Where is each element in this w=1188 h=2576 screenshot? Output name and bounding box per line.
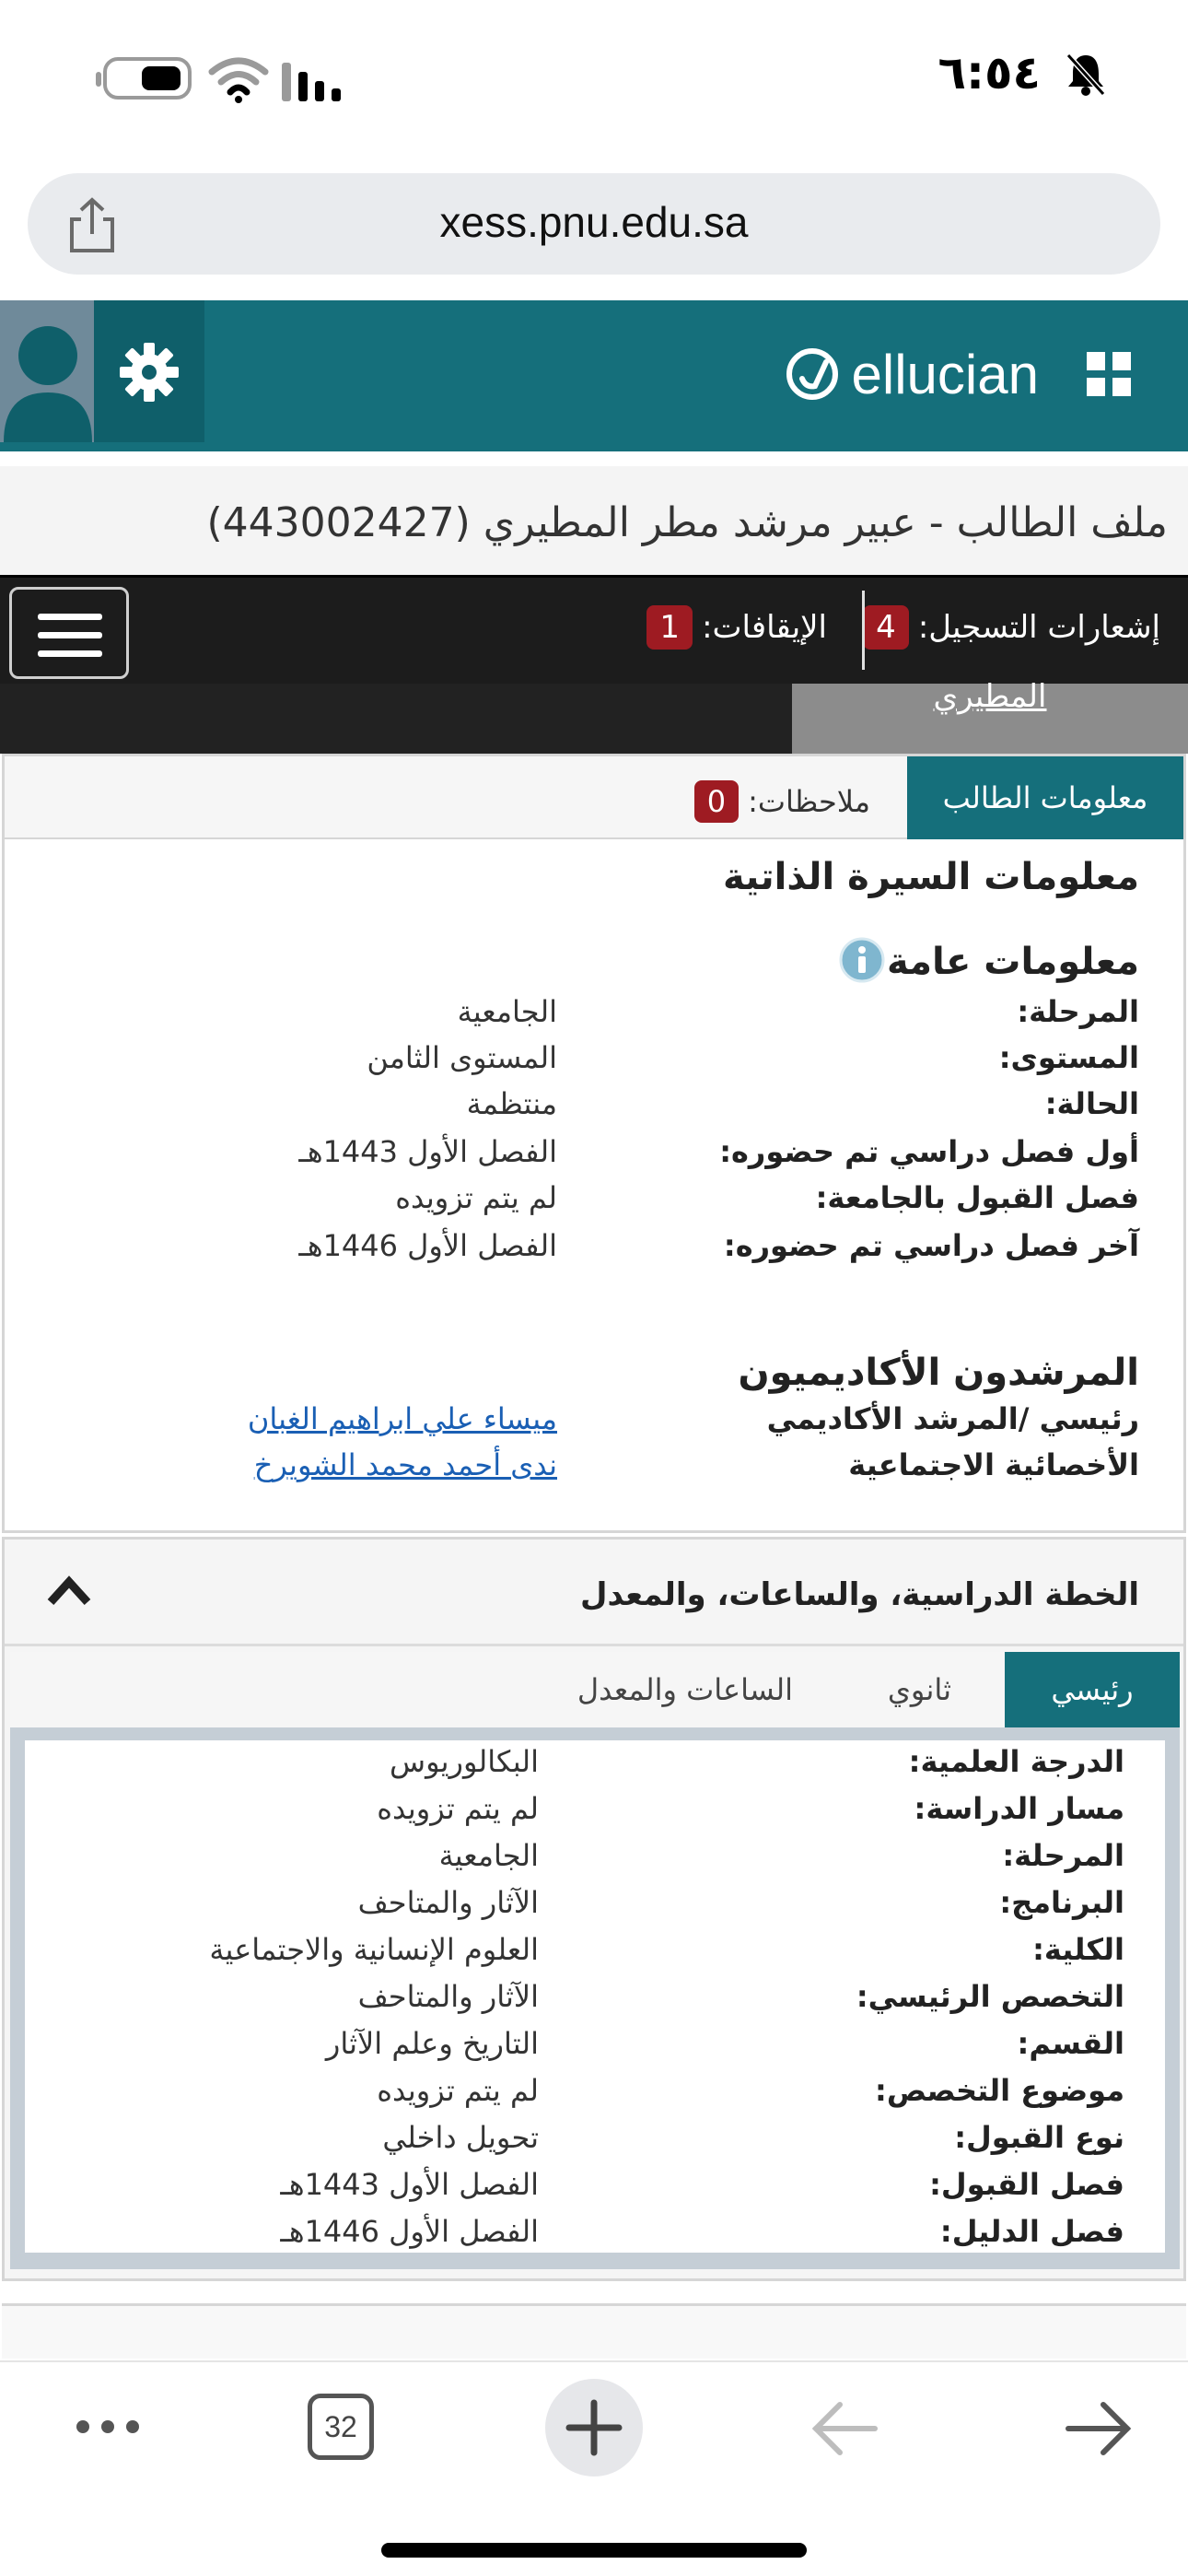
plan-label: القسم: <box>1017 2026 1124 2061</box>
divider <box>862 591 865 670</box>
tab-primary[interactable]: رئيسي <box>1005 1652 1180 1727</box>
general-value: منتظمة <box>466 1086 557 1121</box>
tabs-button[interactable]: 32 <box>308 2394 374 2460</box>
general-label: آخر فصل دراسي تم حضوره: <box>723 1228 1139 1263</box>
plan-value: البكالوريوس <box>390 1744 539 1779</box>
general-value: الفصل الأول 1446هـ <box>298 1228 557 1263</box>
study-plan-title: الخطة الدراسية، والساعات، والمعدل <box>580 1576 1139 1613</box>
general-label: الحالة: <box>1044 1086 1139 1121</box>
plan-label: البرنامج: <box>999 1885 1124 1920</box>
study-plan-panel <box>10 1727 1180 2269</box>
general-label: المرحلة: <box>1017 994 1139 1029</box>
advisor-link[interactable]: ندى أحمد محمد الشويرخ <box>253 1447 557 1482</box>
page-title: ملف الطالب - عبير مرشد مطر المطيري (443002427) <box>206 499 1168 546</box>
plan-label: التخصص الرئيسي: <box>856 1979 1124 2014</box>
plan-value: التاريخ وعلم الآثار <box>325 2026 539 2061</box>
holds-count-badge: 1 <box>646 605 693 650</box>
registration-count-badge: 4 <box>863 605 909 650</box>
student-name-link[interactable]: المطيري <box>933 678 1047 715</box>
general-info-heading: معلومات عامة <box>886 941 1139 983</box>
more-icon[interactable] <box>76 2419 140 2434</box>
plan-label: الكلية: <box>1032 1932 1124 1967</box>
ellucian-logo-icon <box>786 347 839 401</box>
hamburger-icon <box>38 614 102 620</box>
advisor-link[interactable]: ميساء علي ابراهيم الغبان <box>247 1401 557 1436</box>
back-arrow-icon[interactable] <box>810 2401 879 2456</box>
settings-button[interactable] <box>94 300 204 442</box>
menu-button[interactable] <box>9 587 129 679</box>
plan-value: الفصل الأول 1446هـ <box>280 2214 539 2249</box>
plus-icon <box>545 2379 643 2476</box>
plan-label: مسار الدراسة: <box>914 1791 1124 1826</box>
plan-label: نوع القبول: <box>954 2120 1124 2155</box>
plan-value: الفصل الأول 1443هـ <box>280 2167 539 2202</box>
cellular-signal-icon <box>282 59 346 101</box>
ellucian-logo <box>786 337 1039 411</box>
plan-value: العلوم الإنسانية والاجتماعية <box>209 1932 539 1967</box>
chevron-up-icon[interactable] <box>47 1573 91 1610</box>
study-plan-card <box>2 1537 1186 2281</box>
app-header <box>0 300 1188 451</box>
plan-label: فصل الدليل: <box>939 2214 1124 2249</box>
student-name-tab[interactable] <box>792 678 1188 754</box>
tab-hours-gpa[interactable]: الساعات والمعدل <box>577 1672 793 1707</box>
forward-arrow-icon[interactable] <box>1065 2401 1133 2456</box>
plan-value: الآثار والمتاحف <box>357 1885 539 1920</box>
general-label: فصل القبول بالجامعة: <box>815 1180 1139 1215</box>
general-value: الجامعية <box>457 994 557 1029</box>
silenced-bell-icon <box>1065 52 1107 98</box>
next-card-edge <box>2 2303 1186 2359</box>
registration-notices[interactable] <box>863 605 1160 650</box>
user-avatar-icon <box>0 300 94 442</box>
browser-toolbar <box>0 2360 1188 2576</box>
general-label: أول فصل دراسي تم حضوره: <box>719 1134 1139 1169</box>
general-label: المستوى: <box>998 1040 1139 1075</box>
url-text[interactable]: xess.pnu.edu.sa <box>439 198 749 246</box>
notes-count-badge: 0 <box>694 780 739 823</box>
tab-secondary[interactable]: ثانوي <box>887 1672 951 1707</box>
advisor-role: رئيسي /المرشد الأكاديمي <box>766 1401 1139 1436</box>
advisor-role: الأخصائية الاجتماعية <box>848 1447 1139 1482</box>
app-grid-icon[interactable] <box>1087 352 1131 396</box>
plan-label: المرحلة: <box>1002 1838 1124 1873</box>
plan-value: تحويل داخلي <box>382 2120 539 2155</box>
home-indicator[interactable] <box>381 2543 807 2558</box>
tab-notes[interactable] <box>694 780 870 823</box>
holds-label: الإيقافات: <box>702 609 827 646</box>
notice-bar <box>0 575 1188 684</box>
brand-name: ellucian <box>851 343 1039 405</box>
student-info-tabs <box>5 756 1183 839</box>
student-name-bar <box>0 678 1188 754</box>
general-value: الفصل الأول 1443هـ <box>298 1134 557 1169</box>
plan-value: الآثار والمتاحف <box>357 1979 539 2014</box>
address-bar[interactable] <box>28 173 1160 275</box>
wifi-icon <box>208 55 269 103</box>
tab-notes-label: ملاحظات: <box>748 784 870 819</box>
avatar[interactable] <box>0 300 94 442</box>
plan-label: موضوع التخصص: <box>875 2073 1124 2108</box>
tab-student-info[interactable]: معلومات الطالب <box>907 756 1183 839</box>
registration-notices-label: إشعارات التسجيل: <box>917 609 1160 646</box>
plan-value: الجامعية <box>438 1838 539 1873</box>
plan-value: لم يتم تزويده <box>377 1791 539 1826</box>
page-title-bar <box>0 466 1188 575</box>
status-bar <box>0 0 1188 157</box>
study-plan-header[interactable] <box>5 1540 1183 1646</box>
bio-heading: معلومات السيرة الذاتية <box>723 856 1139 898</box>
study-plan-details <box>25 1740 1165 2253</box>
gear-icon <box>94 300 204 442</box>
plan-label: الدرجة العلمية: <box>908 1744 1124 1779</box>
new-tab-button[interactable] <box>545 2379 643 2476</box>
general-value: المستوى الثامن <box>367 1040 557 1075</box>
general-value: لم يتم تزويده <box>395 1180 557 1215</box>
student-info-card <box>2 754 1186 1533</box>
info-icon[interactable] <box>839 937 885 983</box>
plan-label: فصل القبول: <box>929 2167 1124 2202</box>
clock: ٦:٥٤ <box>938 46 1041 100</box>
advisors-heading: المرشدون الأكاديميون <box>738 1352 1139 1394</box>
battery-icon <box>103 57 192 100</box>
holds-notices[interactable] <box>646 605 827 650</box>
plan-value: لم يتم تزويده <box>377 2073 539 2108</box>
study-plan-tabs <box>10 1652 1180 1727</box>
